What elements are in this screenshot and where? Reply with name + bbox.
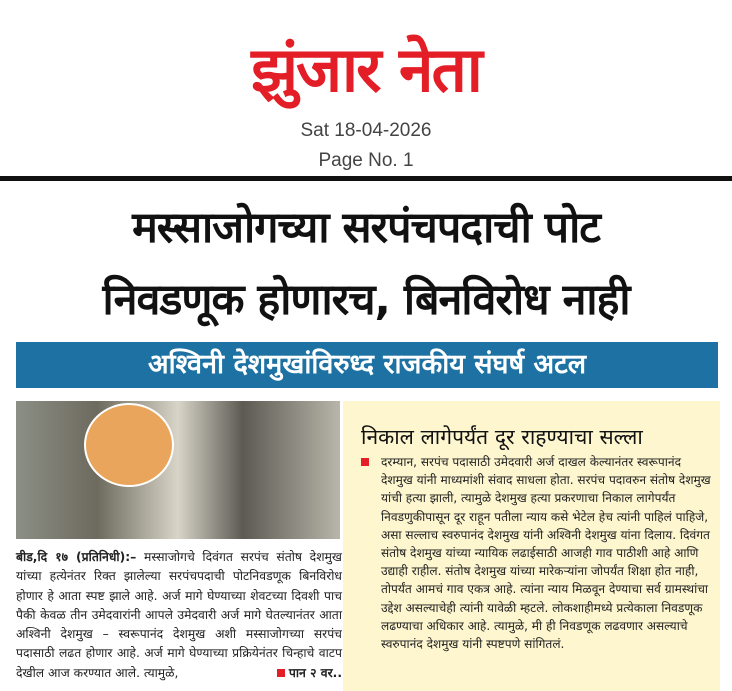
bullet-square-icon [277, 669, 285, 677]
divider [0, 176, 732, 181]
sidebar-box [343, 401, 720, 691]
masthead-logo: झुंजार नेता [251, 33, 481, 106]
article-body [16, 548, 342, 683]
news-photo [16, 401, 340, 539]
bullet-square-icon [361, 458, 369, 466]
sidebar-title: निकाल लागेपर्यंत दूर राहण्याचा सल्ला [361, 425, 643, 449]
continued-label: पान २ वर.. [288, 665, 342, 680]
sidebar-body [361, 453, 711, 653]
article-text: मस्साजोगचे दिवंगत सरपंच संतोष देशमुख यांच्या हत्येनंतर रिक्त झालेल्या सरपंचपदाची पोटनिवडणूक बिनविरोध होणार हे आता स्पष्ट झाले आहे. अर्ज मागे घेण्याच्या शेवटच्या दिवशी पाच पैकी केवळ तीन उमेदवारांनी आपले उमेदवारी अर्ज मागे घेतल्यानंतर आता अश्विनी देशमुख – स्वरूपानंद देशमुख अशी मस्साजोगच्या सरपंच पदासाठी लढत होणार आहे. अर्ज मागे घेण्याच्या प्रक्रियेनंतर चिन्हाचे वाटप देखील आज करण्यात आले. त्यामुळे, [16, 550, 342, 680]
portrait-inset [84, 403, 174, 487]
dateline: बीड,दि १७ (प्रतिनिधी):– [16, 550, 137, 564]
headline-line-2: निवडणूक होणारच, बिनविरोध नाही [102, 275, 630, 325]
edition-date: Sat 18-04-2026 [300, 120, 432, 141]
subheadline-banner: अश्विनी देशमुखांविरुध्द राजकीय संघर्ष अटल [16, 342, 718, 388]
page-number: Page No. 1 [318, 150, 414, 171]
continued-link[interactable] [277, 664, 342, 683]
headline-line-1: मस्साजोगच्या सरपंचपदाची पोट [132, 203, 600, 253]
sidebar-text: दरम्यान, सरपंच पदासाठी उमेदवारी अर्ज दाखल केल्यानंतर स्वरूपानंद देशमुख यांनी माध्यमांशी संवाद साधला होता. सरपंच पदावरुन संतोष देशमुख यांची हत्या झाली, त्यामुळे देशमुख हत्या प्रकरणाचा निकाल लागेपर्यंत निवडणुकीपासून दूर राहून पतीला न्याय कसे भेटेल हेच त्यांनी पाहिलं पाहिजे, असा सल्लाच स्वरुपानंद देशमुख यांनी अश्विनी देशमुख यांना दिलाय. दिवंगत संतोष देशमुख यांच्या न्यायिक लढाईसाठी आजही गाव पाठीशी आहे आणि उद्याही राहील. संतोष देशमुख यांच्या मारेकऱ्यांना जोपर्यंत शिक्षा होत नाही, तोपर्यंत आमचं गाव एकत्र आहे. त्यांना न्याय मिळवून देण्याचा सर्व ग्रामस्थांचा उद्देश असल्याचेही त्यांनी यावेळी म्हटले. लोकशाहीमध्ये प्रत्येकाला निवडणूक लढण्याचा अधिकार आहे. त्यामुळे, मी ही निवडणूक लढवणार असल्याचे स्वरुपानंद देशमुख यांनी स्पष्टपणे सांगितलं. [381, 455, 711, 652]
